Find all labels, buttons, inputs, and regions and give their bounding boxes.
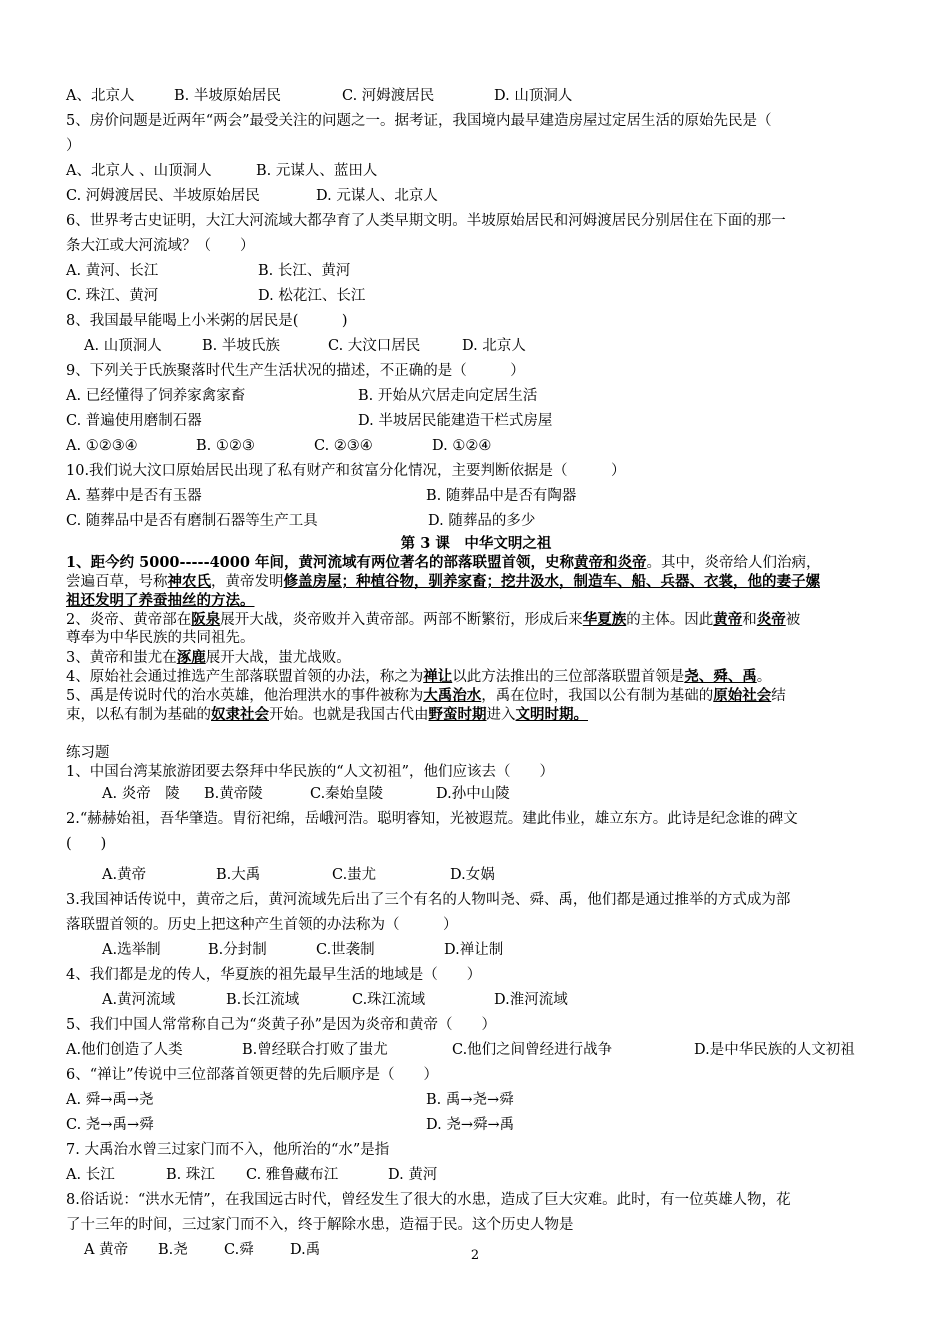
question-stem: 8、我国最早能喝上小米粥的居民是( ) [66,313,348,329]
option: D. 山顶洞人 [494,88,573,104]
notes-line [66,667,886,686]
option: B. 元谋人、蓝田人 [256,163,378,179]
option: B.黄帝陵 [204,786,263,802]
key-term: 原始社会 [713,687,772,704]
text: 束，以私有制为基础的 [66,707,211,723]
option: C. 雅鲁藏布江 [246,1167,339,1183]
e5-options [66,1038,886,1063]
option: D. 元谋人、北京人 [316,188,438,204]
key-term: 神农氏 [167,573,211,590]
option: C. 河姆渡居民、半坡原始居民 [66,188,260,204]
option: C.蚩尤 [332,867,377,883]
option: C.秦始皇陵 [310,786,384,802]
e4-options [66,988,886,1013]
document-body [66,84,886,1263]
option: B. 随葬品中是否有陶器 [426,488,577,504]
q6-options-row2 [66,284,886,309]
option: D. 北京人 [462,338,526,354]
option: A. 长江 [66,1167,115,1183]
option: A 黄帝 [84,1242,129,1258]
option: D.淮河流域 [494,992,568,1008]
option: C. 大汶口居民 [328,338,421,354]
text: ，禹在位时，我国以公有制为基础的 [481,688,714,704]
notes-line [66,705,886,724]
e7-options [66,1163,886,1188]
text: 展开大战，炎帝败并入黄帝部。两部不断繁衍，形成后来 [220,612,583,628]
q10-options-row2 [66,509,886,534]
option: B.长江流域 [226,992,300,1008]
notes-line [66,686,886,705]
option: D. 尧→舜→禹 [426,1117,515,1133]
notes-line [66,610,886,629]
notes-line [66,629,886,648]
text: 展开大战，蚩尤战败。 [205,650,351,666]
key-term: 文明时期。 [515,706,588,723]
notes-line [66,553,886,572]
question-stem: 2.“赫赫始祖，吾华肇造。胄衍祀绵，岳峨河浩。聪明睿知，光被遐荒。建此伟业，雄立东方。此诗是纪念谁的碑文 [66,811,798,827]
key-term: 华夏族 [582,611,627,628]
question-stem: 3.我国神话传说中，黄帝之后，黄河流域先后出了三个有名的人物叫尧、舜、禹，他们都是通过推举的方式成为部 [66,892,791,908]
option: B. 长江、黄河 [258,263,351,279]
statement: C. 普遍使用磨制石器 [66,413,202,429]
text: 。其中，炎帝给人们治病， [646,555,821,571]
text: 3、黄帝和蚩尤在 [66,650,177,666]
question-stem: 1、中国台湾某旅游团要去祭拜中华民族的“人文初祖”，他们应该去（ ） [66,764,555,780]
key-term: 尧、舜、禹 [684,668,757,685]
text: 被 [785,612,801,628]
key-term: 祖还发明了养蚕抽丝的方法。 [66,592,255,609]
text: 开始。也就是我国古代由 [269,707,429,723]
question-stem: 6、“禅让”传说中三位部落首领更替的先后顺序是（ ） [66,1067,439,1083]
option: B. 禹→尧→舜 [426,1092,514,1108]
option: D. 黄河 [388,1167,438,1183]
option: D.孙中山陵 [436,786,510,802]
option: D.禹 [290,1242,321,1258]
question-stem: ( ) [66,836,107,852]
option: C.舜 [224,1242,254,1258]
option: A. 墓葬中是否有玉器 [66,488,202,504]
lesson-title: 第 3 课 中华文明之祖 [400,535,552,552]
question-stem: 4、我们都是龙的传人，华夏族的祖先最早生活的地域是（ ） [66,967,482,983]
statement: A. 已经懂得了饲养家禽家畜 [66,388,246,404]
text: ，黄帝发明 [211,574,284,590]
option: D.女娲 [450,867,495,883]
notes-line [66,572,886,591]
question-stem: 9、下列关于氏族聚落时代生产生活状况的描述，不正确的是（ ） [66,363,525,379]
text: 1、距今约 5000-----4000 年间，黄河流域有两位著名的部落联盟首领，史称 [66,554,574,571]
option: A.黄河流域 [102,992,176,1008]
key-term: 禅让 [423,668,453,685]
option: C. 尧→禹→舜 [66,1117,154,1133]
option: B. ①②③ [196,438,255,454]
q8-options [66,334,886,359]
option: B.尧 [158,1242,188,1258]
option: D. 松花江、长江 [258,288,366,304]
question-stem: 10.我们说大汶口原始居民出现了私有财产和贫富分化情况，主要判断依据是（ ） [66,463,626,479]
practice-title: 练习题 [66,745,110,761]
option: C. ②③④ [314,438,373,454]
key-term: 修盖房屋；种植谷物，驯养家畜；挖井汲水，制造车、船、兵器、衣裳，他的妻子嫘 [283,573,820,590]
q6-options-row1 [66,259,886,284]
option: A. 舜→禹→尧 [66,1092,154,1108]
option: C. 河姆渡居民 [342,88,435,104]
option: A、北京人 [66,88,135,104]
option: D.是中华民族的人文初祖 [694,1042,855,1058]
notes-line [66,648,886,667]
e6-options-row1 [66,1088,886,1113]
question-stem: 5、房价问题是近两年“两会”最受关注的问题之一。据考证，我国境内最早建造房屋过定居生活的原始先民是（ [66,113,772,129]
question-stem: 8.俗话说：“洪水无情”，在我国远古时代，曾经发生了很大的水患，造成了巨大灾难。此时，有一位英雄人物，花 [66,1192,791,1208]
option: B. 半坡氏族 [202,338,280,354]
option: A、北京人 、山顶洞人 [66,163,212,179]
q5-options-row1 [66,159,886,184]
text: 。 [756,669,772,685]
option: A. 炎帝 陵 [102,786,180,802]
q9-items-row2 [66,409,886,434]
key-term: 黄帝 [713,611,743,628]
option: B.曾经联合打败了蚩尤 [242,1042,388,1058]
option: A. ①②③④ [66,438,138,454]
option: A. 黄河、长江 [66,263,159,279]
key-term: 阪泉 [191,611,221,628]
key-term: 大禹治水 [423,687,482,704]
text: 和 [742,612,757,628]
option: A.黄帝 [102,867,147,883]
option: D. ①②④ [432,438,492,454]
e2-options [66,863,886,888]
statement: D. 半坡居民能建造干栏式房屋 [358,413,553,429]
option: C.他们之间曾经进行战争 [452,1042,613,1058]
key-term: 炎帝 [756,611,786,628]
question-stem: ） [66,138,81,154]
text: 结 [771,688,786,704]
option: B. 珠江 [166,1167,215,1183]
key-term: 奴隶社会 [211,706,269,723]
e6-options-row2 [66,1113,886,1138]
q9-options [66,434,886,459]
q4-options [66,84,886,109]
option: D.禅让制 [444,942,504,958]
option: B.分封制 [208,942,267,958]
option: D. 随葬品的多少 [428,513,536,529]
text: 进入 [486,707,516,723]
question-stem: 条大江或大河流域？（ ） [66,238,255,254]
key-term: 黄帝和炎帝 [574,554,647,571]
option: B.大禹 [216,867,261,883]
question-stem: 6、世界考古史证明，大江大河流域大都孕育了人类早期文明。半坡原始居民和河姆渡居民分别居住在下面的那一 [66,213,786,229]
text: 尊奉为中华民族的共同祖先。 [66,630,255,646]
option: A.选举制 [102,942,161,958]
e1-options [66,782,886,807]
text: 5、禹是传说时代的治水英雄，他治理洪水的事件被称为 [66,688,424,704]
option: A. 山顶洞人 [84,338,162,354]
question-stem: 7. 大禹治水曾三过家门而不入，他所治的“水”是指 [66,1142,390,1158]
page-number: 2 [470,1248,480,1263]
question-stem: 落联盟首领的。历史上把这种产生首领的办法称为（ ） [66,917,458,933]
text: 的主体。因此 [626,612,714,628]
option: A.他们创造了人类 [66,1042,183,1058]
q9-items-row1 [66,384,886,409]
option: C.珠江流域 [352,992,426,1008]
text: 尝遍百草，号称 [66,574,168,590]
text: 4、原始社会通过推选产生部落联盟首领的办法，称之为 [66,669,424,685]
question-stem: 了十三年的时间，三过家门而不入，终于解除水患，造福于民。这个历史人物是 [66,1217,574,1233]
key-term: 涿鹿 [176,649,206,666]
q5-options-row2 [66,184,886,209]
question-stem: 5、我们中国人常常称自己为“炎黄子孙”是因为炎帝和黄帝（ ） [66,1017,497,1033]
option: C.世袭制 [316,942,375,958]
notes-line [66,591,886,610]
q10-options-row1 [66,484,886,509]
text: 以此方法推出的三位部落联盟首领是 [452,669,685,685]
statement: B. 开始从穴居走向定居生活 [358,388,538,404]
option: C. 随葬品中是否有磨制石器等生产工具 [66,513,318,529]
key-term: 野蛮时期 [428,706,487,723]
text: 2、炎帝、黄帝部在 [66,612,192,628]
e3-options [66,938,886,963]
option: B. 半坡原始居民 [174,88,281,104]
option: C. 珠江、黄河 [66,288,159,304]
